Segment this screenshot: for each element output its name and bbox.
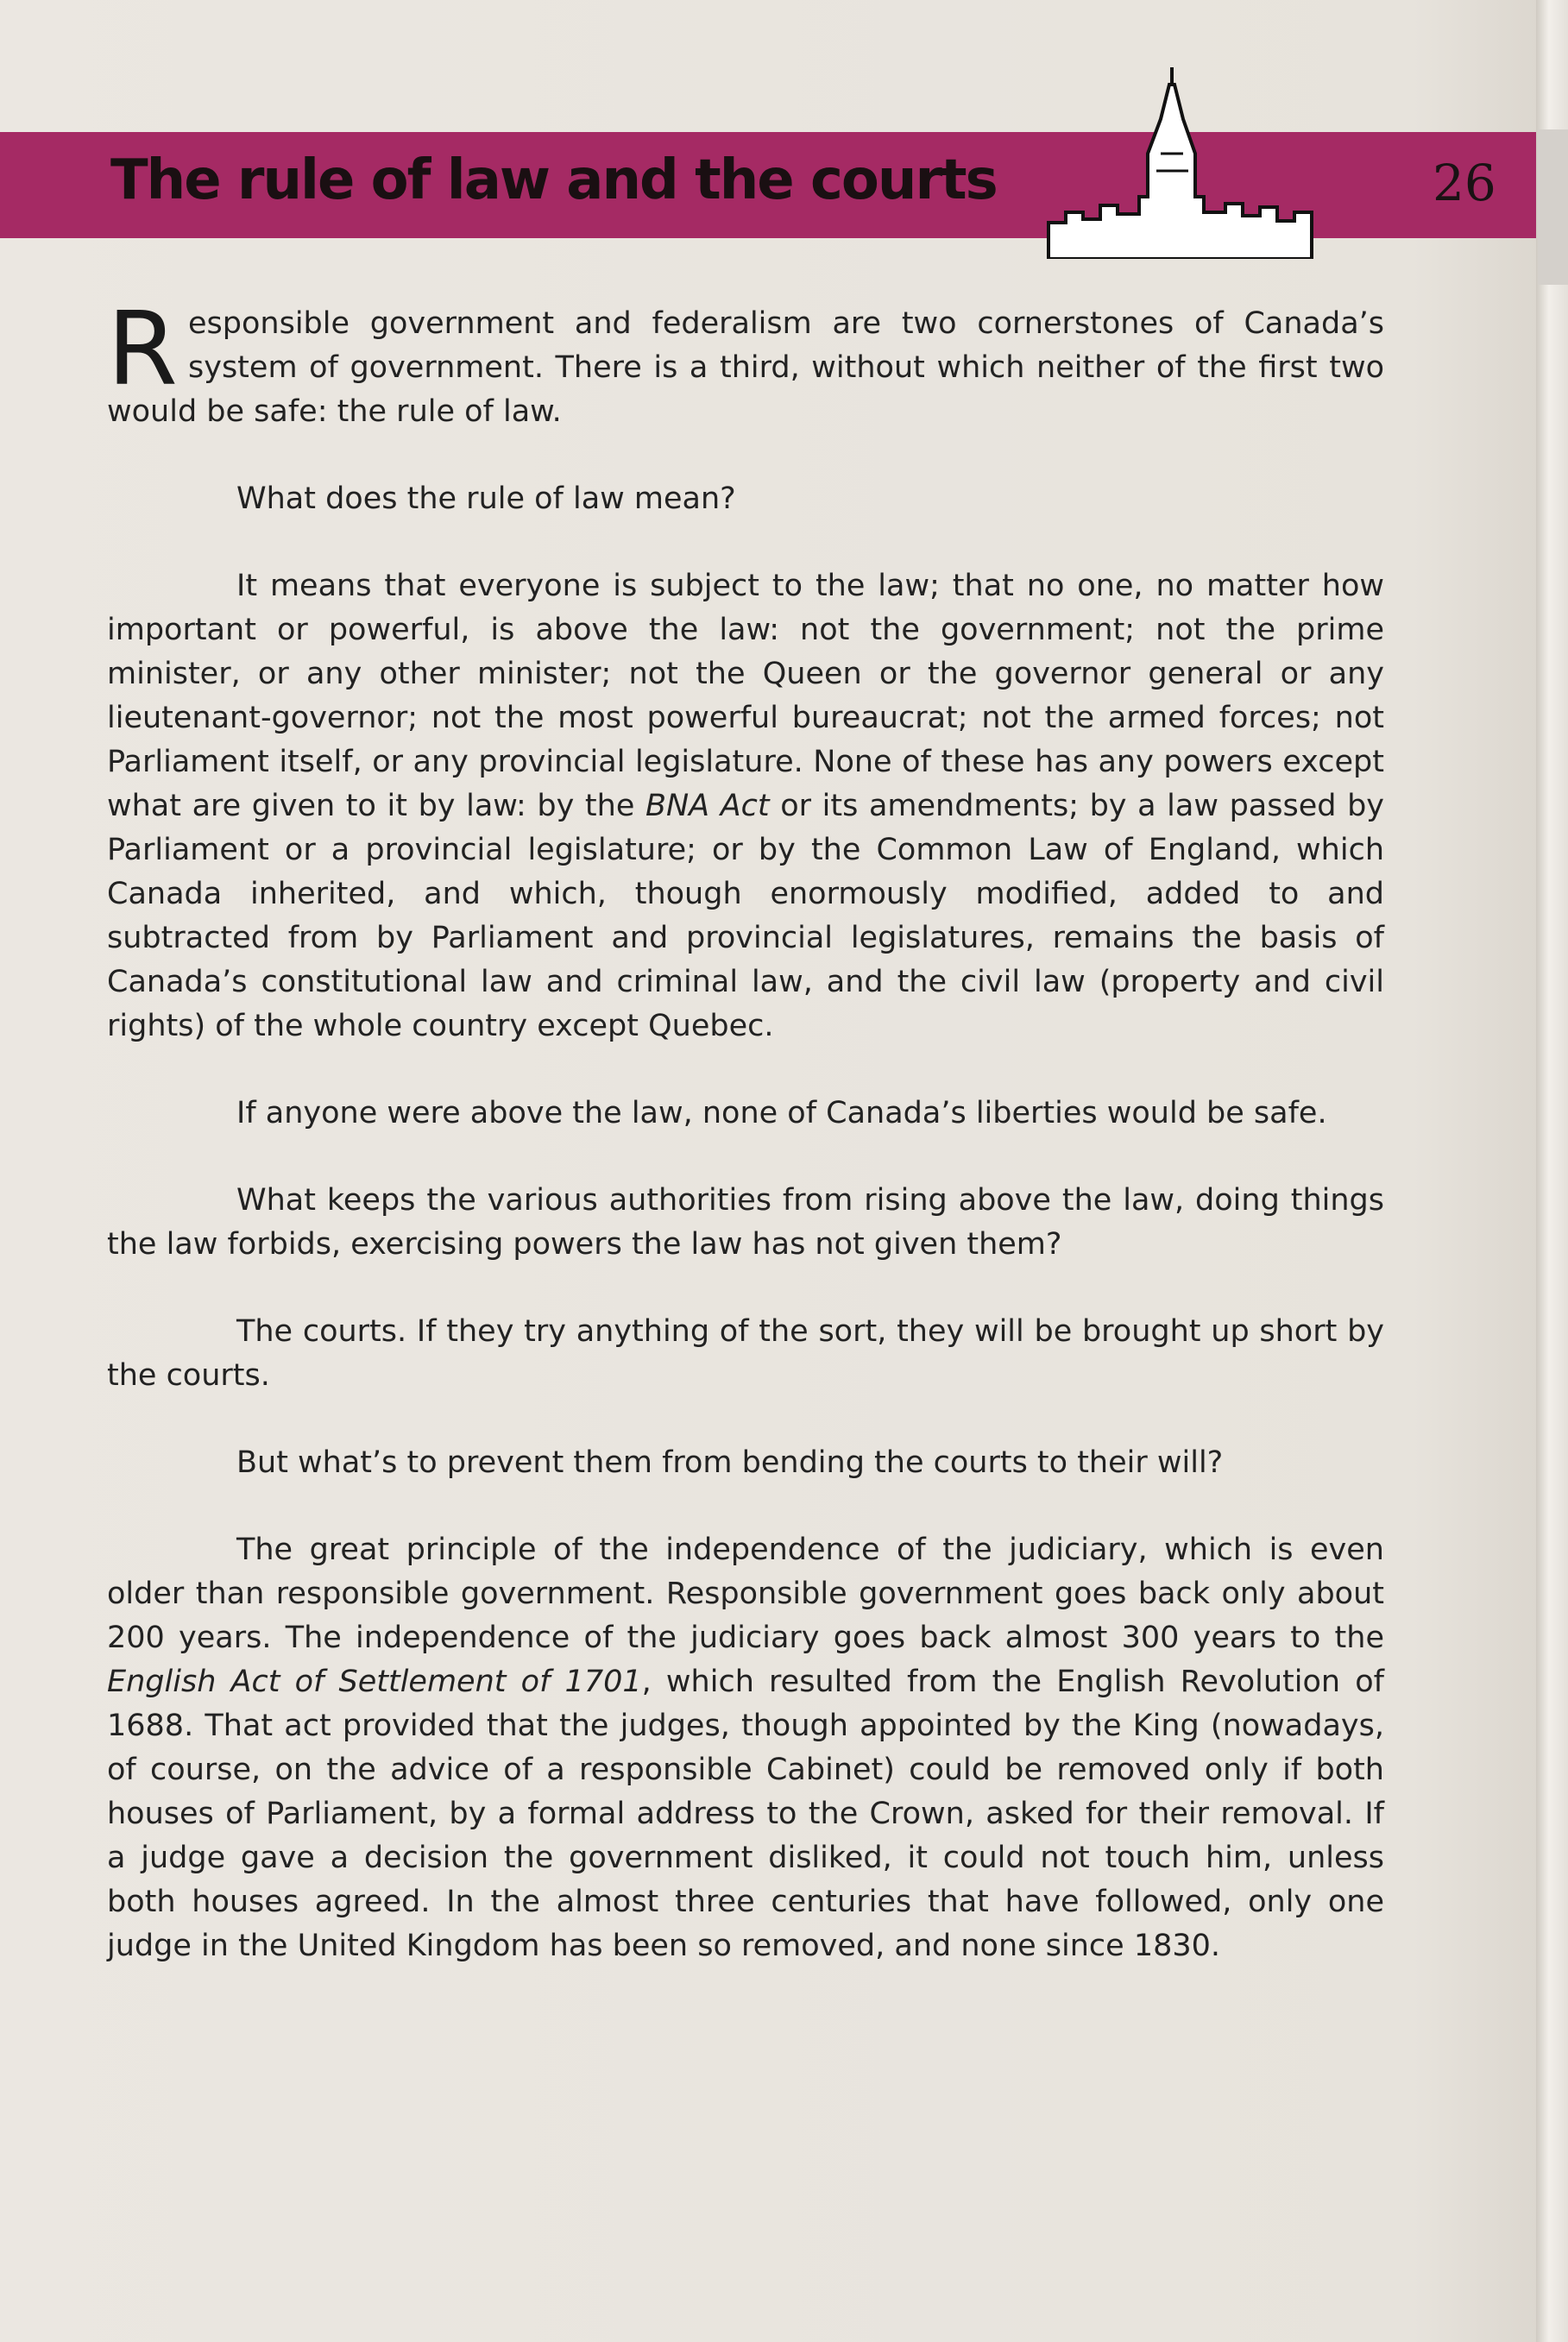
paragraph [107, 1528, 1384, 1968]
paragraph-text: esponsible government and federalism are two cornerstones of Canada’s system of government. There is a third, without which neither of the first two would be safe: the rule of law. [107, 306, 1384, 429]
drop-cap: R [107, 289, 178, 408]
paragraph-text: The great principle of the independence of the judiciary, which is even older than responsible government. Responsible government goes back only about 200 years. The independence of the judiciary goes back almost 300 years to the [107, 1533, 1384, 1655]
page-edge-tab [1538, 129, 1568, 285]
parliament-peace-tower-icon [1031, 67, 1333, 259]
page-number: 26 [1433, 154, 1496, 212]
italic-title: BNA Act [645, 789, 770, 823]
article-body [107, 289, 1385, 2011]
paragraph [107, 564, 1384, 1048]
paragraph-text: What keeps the various authorities from rising above the law, doing things the law forbids, exercising powers the law has not given them? [107, 1183, 1384, 1262]
paragraph-text: It means that everyone is subject to the law; that no one, no matter how important or powerful, is above the law: not the government; not the prime minister, or any other minister; not the Queen or the governor general or any lieutenant-governor; not the most powerful bureaucrat; not the armed forces; not Parliament itself, or any provincial legislature. None of these has any powers except what are given to it by law: by the [107, 569, 1384, 823]
paragraph [107, 1310, 1384, 1398]
page-title: The rule of law and the courts [110, 148, 997, 212]
paragraph-text: , which resulted from the English Revolution of 1688. That act provided that the judges, though appointed by the King (nowadays, of course, on the advice of a responsible Cabinet) could be removed only if both houses of Parliament, by a formal address to the Crown, asked for their removal. If a judge gave a decision the government disliked, it could not touch him, unless both houses agreed. In the almost three centuries that have followed, only one judge in the United Kingdom has been so removed, and none since 1830. [107, 1665, 1384, 1963]
paragraph [107, 1092, 1384, 1136]
paragraph [107, 477, 1384, 521]
page-edge [1536, 0, 1568, 2342]
paragraph [107, 1179, 1384, 1267]
paragraph [107, 1441, 1384, 1485]
paragraph-text: If anyone were above the law, none of Canada’s liberties would be safe. [236, 1096, 1327, 1130]
paragraph-text: or its amendments; by a law passed by Parliament or a provincial legislature; or by the Common Law of England, which Canada inherited, and which, though enormously modified, added to and subtracted from by Parliament and provincial legislatures, remains the basis of Canada’s constitutional law and criminal law, and the civil law (property and civil rights) of the whole country except Quebec. [107, 789, 1385, 1043]
paragraph [107, 289, 1384, 434]
paragraph-text: But what’s to prevent them from bending the courts to their will? [236, 1445, 1224, 1480]
italic-title: English Act of Settlement of 1701 [107, 1665, 642, 1699]
paragraph-text: What does the rule of law mean? [236, 482, 736, 516]
paragraph-text: The courts. If they try anything of the sort, they will be brought up short by the courts. [107, 1314, 1384, 1393]
